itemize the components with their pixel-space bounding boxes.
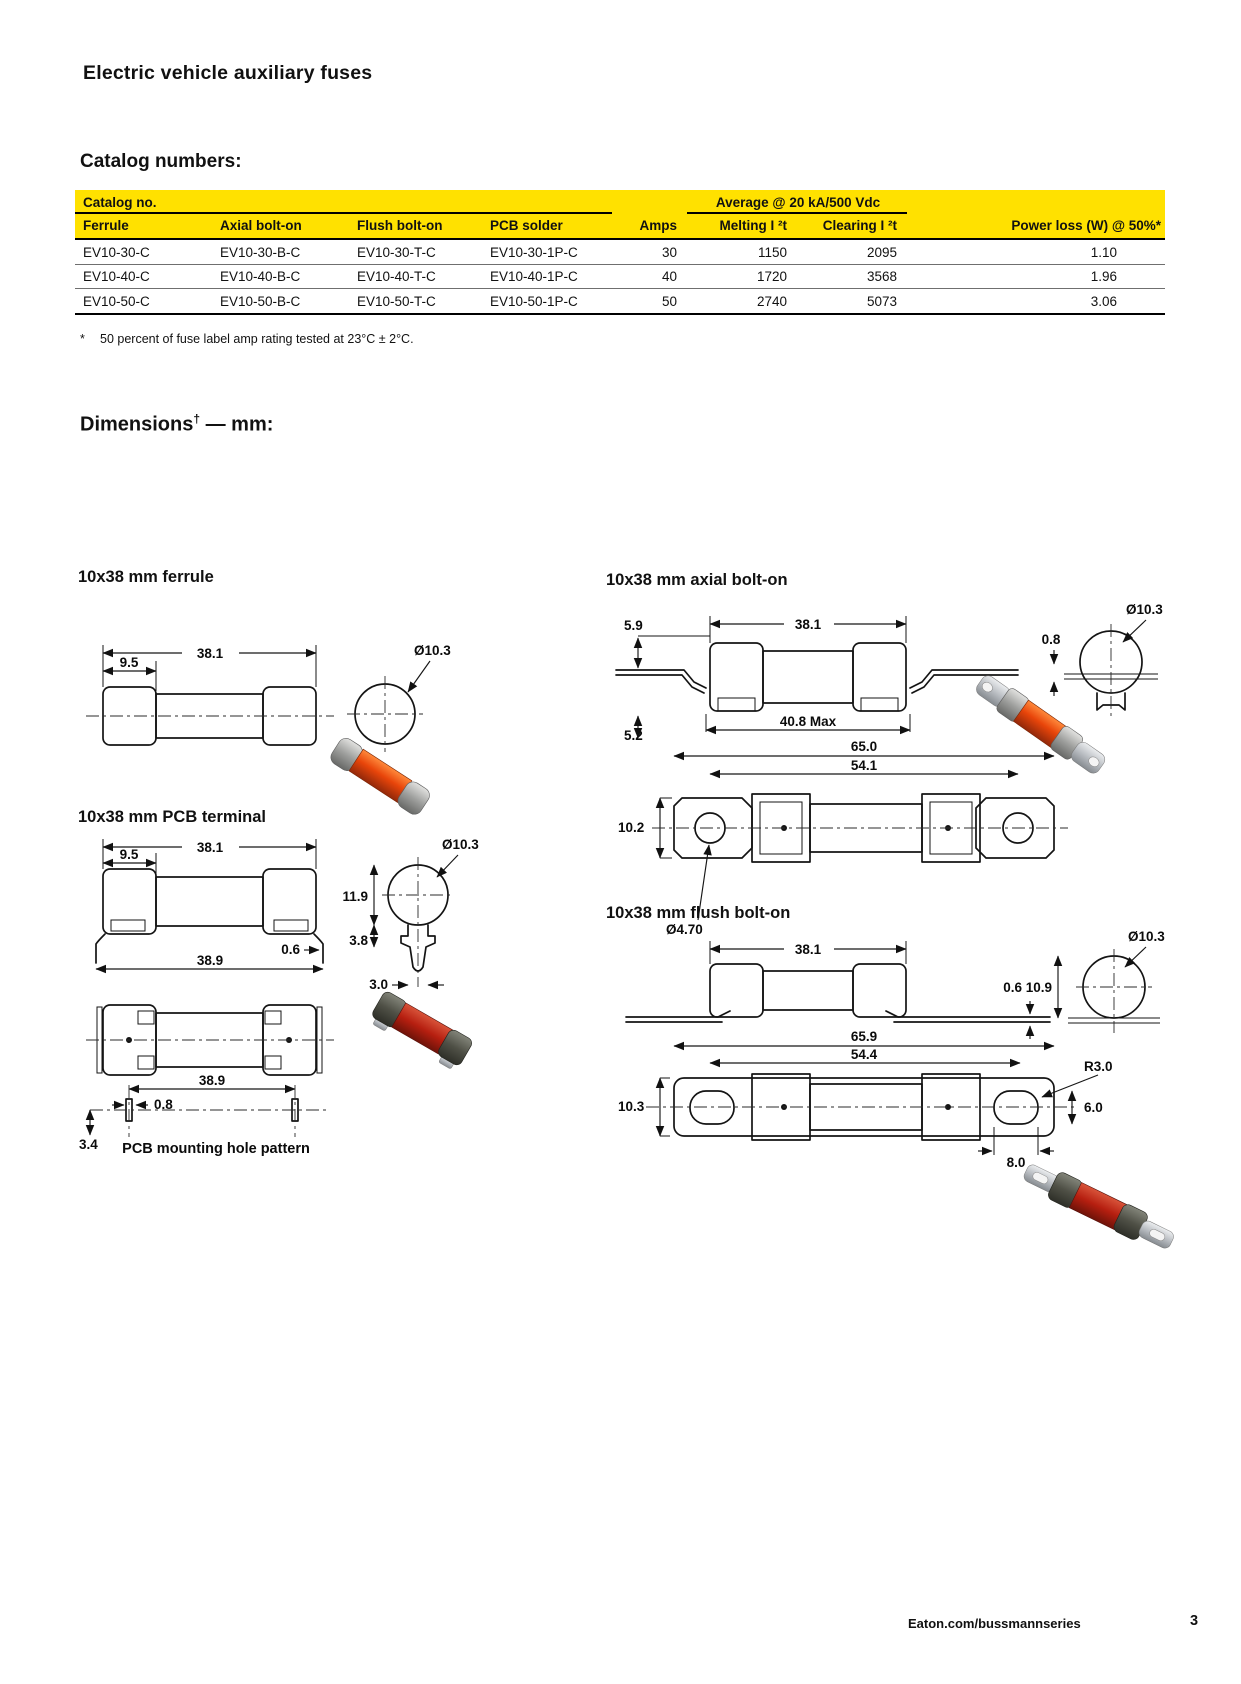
flush-bolt-on-drawing: [606, 931, 1186, 1251]
ferrule-title: 10x38 mm ferrule: [78, 568, 214, 586]
dim-label-collar: 3.8: [349, 933, 368, 948]
dim-label-body-width: 10.2: [618, 820, 645, 835]
pcb-side-view: [96, 839, 323, 969]
col-header-ferrule: Ferrule: [75, 213, 212, 239]
dim-label-lead-height: 5.9: [624, 618, 643, 633]
cell-flush: EV10-30-T-C: [349, 239, 482, 264]
group-header-spacer: [612, 190, 687, 213]
dimensions-heading: Dimensions† — mm:: [80, 412, 274, 436]
axial-title: 10x38 mm axial bolt-on: [606, 571, 788, 589]
pcb-terminal-section: [78, 808, 583, 1180]
cell-clearing: 2095: [797, 239, 907, 264]
dim-label-diameter: Ø10.3: [414, 643, 451, 658]
col-header-amps: Amps: [612, 213, 687, 239]
cell-melting: 1720: [687, 264, 797, 289]
col-header-pcb: PCB solder: [482, 213, 612, 239]
pcb-title: 10x38 mm PCB terminal: [78, 808, 267, 826]
dim-label-length: 38.1: [196, 840, 224, 855]
cell-amps: 50: [612, 289, 687, 314]
cell-melting: 1150: [687, 239, 797, 264]
cell-pcb: EV10-30-1P-C: [482, 239, 612, 264]
table-row: [75, 264, 1165, 289]
col-header-axial: Axial bolt-on: [212, 213, 349, 239]
dim-label-hole-width: 0.8: [154, 1097, 173, 1112]
dim-label-hole-span: 54.4: [850, 1047, 878, 1062]
dim-label-diameter: Ø10.3: [442, 837, 479, 852]
pcb-end-view: [342, 837, 479, 992]
cell-axial: EV10-30-B-C: [212, 239, 349, 264]
dim-label-hole-span: 54.1: [850, 758, 878, 773]
col-header-melting: Melting I ²t: [687, 213, 797, 239]
group-header-catalog-no: Catalog no.: [75, 190, 612, 213]
group-header-average: Average @ 20 kA/500 Vdc: [687, 190, 907, 213]
axial-bolt-on-drawing: [606, 598, 1186, 953]
table-row: [75, 239, 1165, 264]
dim-label-diameter: Ø10.3: [1128, 929, 1165, 944]
cell-melting: 2740: [687, 289, 797, 314]
cell-flush: EV10-40-T-C: [349, 264, 482, 289]
cell-power-loss: 1.96: [907, 264, 1165, 289]
cell-amps: 30: [612, 239, 687, 264]
cell-axial: EV10-50-B-C: [212, 289, 349, 314]
col-header-flush: Flush bolt-on: [349, 213, 482, 239]
cell-pcb: EV10-50-1P-C: [482, 289, 612, 314]
dim-label-body-length: 38.9: [196, 953, 224, 968]
dim-label-length: 38.1: [794, 942, 822, 957]
dim-label-hole-diameter: Ø4.70: [666, 922, 703, 937]
dim-label-hole-offset: 3.4: [79, 1137, 98, 1152]
dim-label-length: 38.1: [794, 617, 822, 632]
catalog-table: [75, 190, 1165, 315]
cell-clearing: 3568: [797, 264, 907, 289]
axial-end-view: [1064, 602, 1163, 720]
pcb-photo: [368, 990, 474, 1072]
dim-label-diameter: Ø10.3: [1126, 602, 1163, 617]
dim-label-overall: 65.0: [850, 739, 878, 754]
dim-label-base-height: 5.2: [624, 728, 643, 743]
flush-photo: [1019, 1158, 1178, 1256]
dim-label-end-height: 10.9: [1025, 980, 1052, 995]
ferrule-photo: [328, 735, 433, 817]
cell-power-loss: 1.10: [907, 239, 1165, 264]
dim-label-corner-radius: R3.0: [1084, 1059, 1113, 1074]
pcb-terminal-drawing: [78, 835, 583, 1180]
dim-label-slot-width: 8.0: [1006, 1155, 1026, 1170]
col-header-power-loss: Power loss (W) @ 50%*: [907, 213, 1165, 239]
flush-title: 10x38 mm flush bolt-on: [606, 904, 791, 922]
dim-label-lead-thickness: 0.6: [281, 942, 300, 957]
dim-label-height: 11.9: [342, 889, 368, 904]
pcb-pattern-caption: PCB mounting hole pattern: [122, 1141, 310, 1157]
cell-pcb: EV10-40-1P-C: [482, 264, 612, 289]
table-row: [75, 289, 1165, 314]
dim-label-length: 38.1: [196, 646, 224, 661]
cell-flush: EV10-50-T-C: [349, 289, 482, 314]
flush-bolt-on-section: [606, 904, 1196, 1251]
cell-power-loss: 3.06: [907, 289, 1165, 314]
ferrule-end-view: [347, 643, 451, 752]
dim-label-cap: 9.5: [119, 847, 139, 862]
footnote-marker: *: [80, 332, 85, 346]
dim-label-tab-thickness: 0.8: [1041, 632, 1061, 647]
ferrule-drawing: [78, 595, 548, 820]
dim-label-slot-height: 6.0: [1084, 1100, 1103, 1115]
flush-side-view: [626, 941, 1050, 1022]
ferrule-side-view: [86, 645, 334, 745]
catalog-numbers-heading: Catalog numbers:: [80, 151, 242, 172]
table-footnote: [80, 332, 414, 346]
dim-label-body-width: 10.3: [618, 1099, 645, 1114]
flush-top-view: [618, 1029, 1113, 1170]
dim-label-max-length: 40.8 Max: [779, 714, 837, 729]
catalog-table-wrap: [75, 190, 1165, 315]
axial-photo: [972, 671, 1109, 779]
dagger-superscript: †: [193, 412, 201, 426]
cell-ferrule: EV10-50-C: [75, 289, 212, 314]
col-header-clearing: Clearing I ²t: [797, 213, 907, 239]
footnote-text: 50 percent of fuse label amp rating tested at 23°C ± 2°C.: [100, 332, 414, 346]
pcb-mounting-pattern: [79, 1073, 328, 1157]
dim-label-cap: 9.5: [119, 655, 139, 670]
footer-url[interactable]: Eaton.com/bussmannseries: [908, 1616, 1081, 1631]
dim-label-overall: 65.9: [850, 1029, 878, 1044]
dim-label-hole-span: 38.9: [198, 1073, 226, 1088]
cell-clearing: 5073: [797, 289, 907, 314]
cell-ferrule: EV10-30-C: [75, 239, 212, 264]
cell-axial: EV10-40-B-C: [212, 264, 349, 289]
ferrule-section: [78, 568, 558, 820]
page-title: Electric vehicle auxiliary fuses: [83, 62, 373, 84]
axial-bolt-on-section: [606, 571, 1196, 953]
pcb-bottom-view: [86, 1005, 334, 1075]
dim-label-tab-thickness: 0.6: [1003, 980, 1022, 995]
page-number: 3: [1190, 1613, 1199, 1629]
group-header-spacer: [907, 190, 1165, 213]
dim-label-pin-width: 3.0: [369, 977, 388, 992]
cell-ferrule: EV10-40-C: [75, 264, 212, 289]
cell-amps: 40: [612, 264, 687, 289]
